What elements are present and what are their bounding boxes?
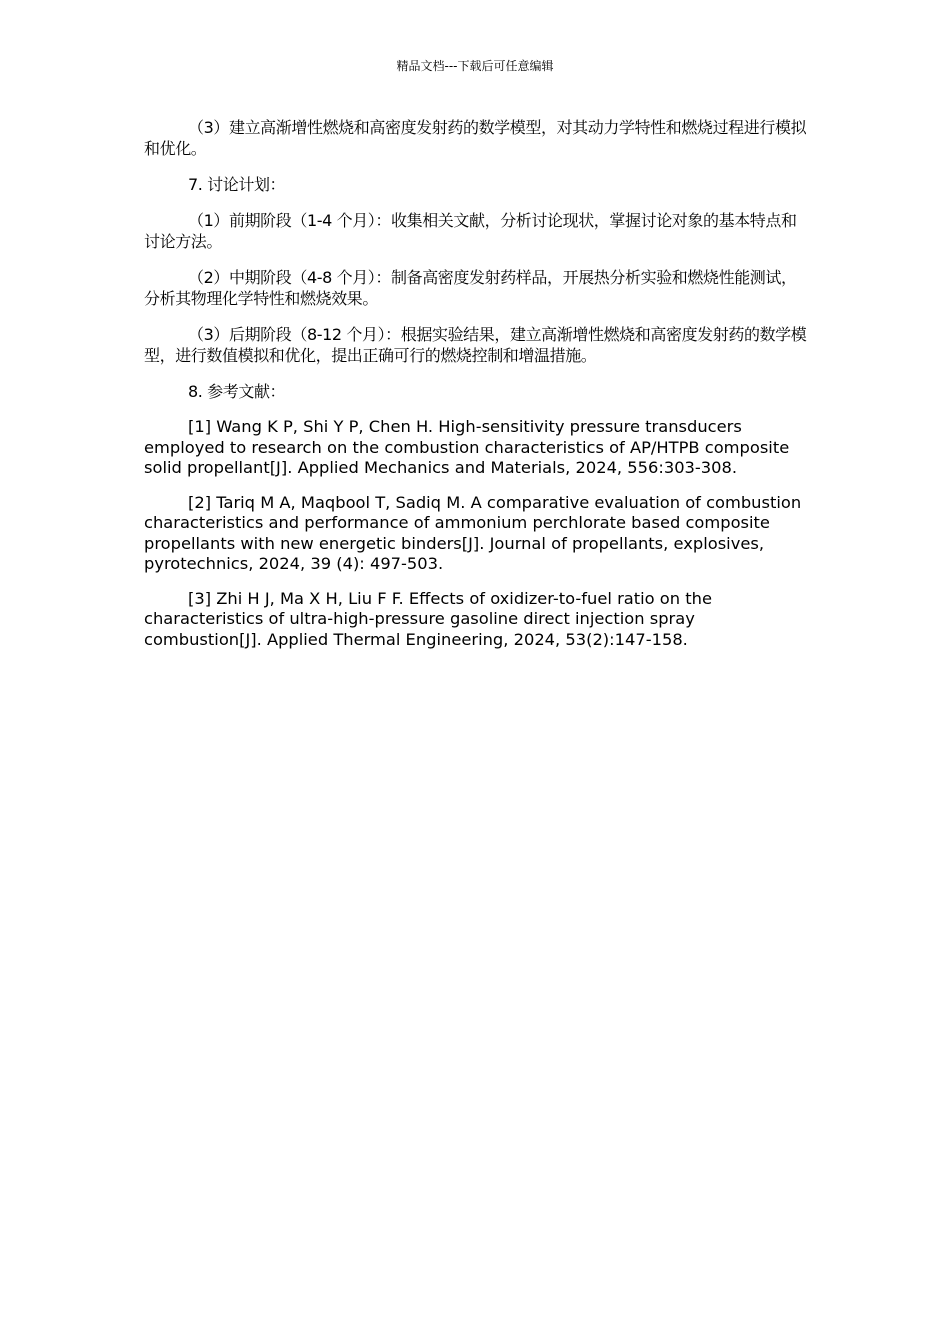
reference-item-1: [1] Wang K P, Shi Y P, Chen H. High-sensitivity pressure transducers employed to research on the combustion characteristics of AP/HTPB composite solid propellant[J]. Applied Mechanics and Materials, 2024, 556:303-308. [144,417,790,477]
document-body [144,117,808,664]
paragraph-early-stage: （1）前期阶段（1-4 个月）：收集相关文献，分析讨论现状，掌握讨论对象的基本特点和讨论方法。 [144,211,797,251]
section-heading-references: 8. 参考文献： [188,382,286,401]
reference-item-2: [2] Tariq M A, Maqbool T, Sadiq M. A comparative evaluation of combustion characteristics and performance of ammonium perchlorate based composite propellants with new energetic binders[J]. Journal of propellants, explosives, pyrotechnics, 2024, 39 (4): 497-503. [144,492,802,573]
paragraph-late-stage: （3）后期阶段（8-12 个月）：根据实验结果，建立高渐增性燃烧和高密度发射药的数学模型，进行数值模拟和优化，提出正确可行的燃烧控制和增温措施。 [144,325,807,365]
page-header: 精品文档---下载后可任意编辑 [396,59,554,73]
paragraph-model-building: （3）建立高渐增性燃烧和高密度发射药的数学模型，对其动力学特性和燃烧过程进行模拟和优化。 [144,118,807,158]
reference-item-3: [3] Zhi H J, Ma X H, Liu F F. Effects of oxidizer-to-fuel ratio on the characteristics of ultra-high-pressure gasoline direct injection spray combustion[J]. Applied Thermal Engineering, 2024, 53(2):147-158. [144,588,712,649]
section-heading-research-plan: 7. 讨论计划： [188,175,286,194]
paragraph-middle-stage: （2）中期阶段（4-8 个月）：制备高密度发射药样品，开展热分析实验和燃烧性能测试，分析其物理化学特性和燃烧效果。 [144,268,797,308]
